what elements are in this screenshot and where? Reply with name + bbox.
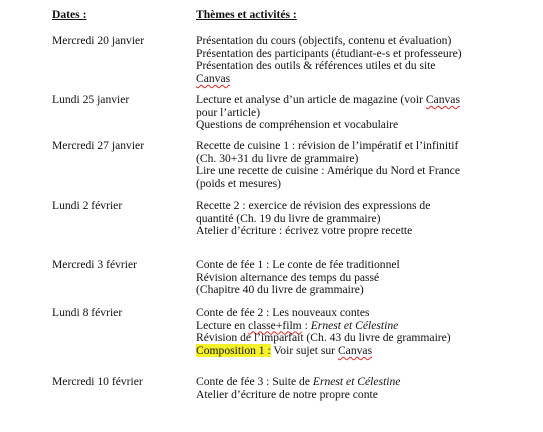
row-activities bbox=[196, 140, 496, 190]
row-activities bbox=[196, 94, 496, 132]
row-activities bbox=[196, 35, 496, 85]
activity-line bbox=[196, 345, 496, 358]
activity-line bbox=[196, 389, 496, 402]
activity-line bbox=[196, 73, 496, 86]
activity-text: Conte de fée 1 : Le conte de fée traditionnel bbox=[196, 258, 400, 271]
activity-text: Présentation des participants (étudiant-e-s et professeure) bbox=[196, 46, 462, 60]
activity-text: Présentation des outils & références utiles et du site bbox=[196, 59, 436, 73]
activity-text: Lire une recette de cuisine : Amérique du Nord et France bbox=[196, 164, 460, 178]
activity-text: (poids et mesures) bbox=[196, 176, 282, 190]
spellcheck-flagged-text: classe+film bbox=[248, 318, 302, 332]
italic-title-text: Ernest et Célestine bbox=[312, 375, 401, 388]
spellcheck-flagged-text: Canvas bbox=[337, 343, 373, 357]
row-activities bbox=[196, 376, 496, 401]
row-date: Lundi 2 février bbox=[52, 199, 123, 212]
activity-line bbox=[196, 225, 496, 238]
activity-text: Voir sujet sur bbox=[270, 343, 338, 357]
activity-text: (Ch. 30+31 du livre de grammaire) bbox=[196, 151, 359, 165]
activity-text: Atelier d’écriture : écrivez votre propre recette bbox=[196, 224, 413, 238]
activity-text: Lecture et analyse d’un article de magazine (voir bbox=[196, 93, 426, 106]
spellcheck-flagged-text: Canvas bbox=[425, 93, 460, 106]
activity-line bbox=[196, 284, 496, 297]
row-date: Mercredi 3 février bbox=[52, 258, 137, 271]
row-activities bbox=[196, 307, 496, 357]
activity-text: Révision de l’imparfait (Ch. 43 du livre de grammaire) bbox=[196, 331, 451, 345]
activity-line bbox=[196, 178, 496, 191]
activity-text: Révision alternance des temps du passé bbox=[196, 270, 380, 284]
activity-text: Lecture en bbox=[196, 318, 249, 332]
activity-text: Présentation du cours (objectifs, contenu et évaluation) bbox=[196, 34, 452, 47]
row-activities bbox=[196, 259, 496, 297]
activity-line bbox=[196, 60, 496, 73]
header-dates: Dates : bbox=[52, 8, 87, 21]
spellcheck-flagged-text: Canvas bbox=[196, 71, 231, 85]
row-date: Mercredi 27 janvier bbox=[52, 139, 145, 152]
activity-text: Recette 2 : exercice de révision des expressions de bbox=[196, 199, 431, 212]
activity-text: : bbox=[301, 318, 311, 332]
activity-text: quantité (Ch. 19 du livre de grammaire) bbox=[196, 211, 381, 225]
activity-text: Conte de fée 2 : Les nouveaux contes bbox=[196, 306, 370, 319]
row-date: Mercredi 10 février bbox=[52, 375, 143, 388]
activity-text: Questions de compréhension et vocabulaire bbox=[196, 118, 399, 132]
highlighted-text: Composition 1 : bbox=[196, 343, 271, 357]
italic-title-text: Ernest et Célestine bbox=[310, 318, 399, 332]
activity-text: pour l’article) bbox=[196, 105, 261, 119]
activity-line bbox=[196, 119, 496, 132]
row-activities bbox=[196, 200, 496, 238]
row-date: Mercredi 20 janvier bbox=[52, 34, 145, 47]
activity-text: Atelier d’écriture de notre propre conte bbox=[196, 387, 378, 401]
row-date: Lundi 8 février bbox=[52, 306, 123, 319]
header-themes: Thèmes et activités : bbox=[196, 8, 297, 21]
activity-text: (Chapitre 40 du livre de grammaire) bbox=[196, 283, 364, 297]
activity-text: Conte de fée 3 : Suite de bbox=[196, 375, 313, 388]
activity-text: Recette de cuisine 1 : révision de l’impératif et l’infinitif bbox=[196, 139, 459, 152]
row-date: Lundi 25 janvier bbox=[52, 93, 130, 106]
